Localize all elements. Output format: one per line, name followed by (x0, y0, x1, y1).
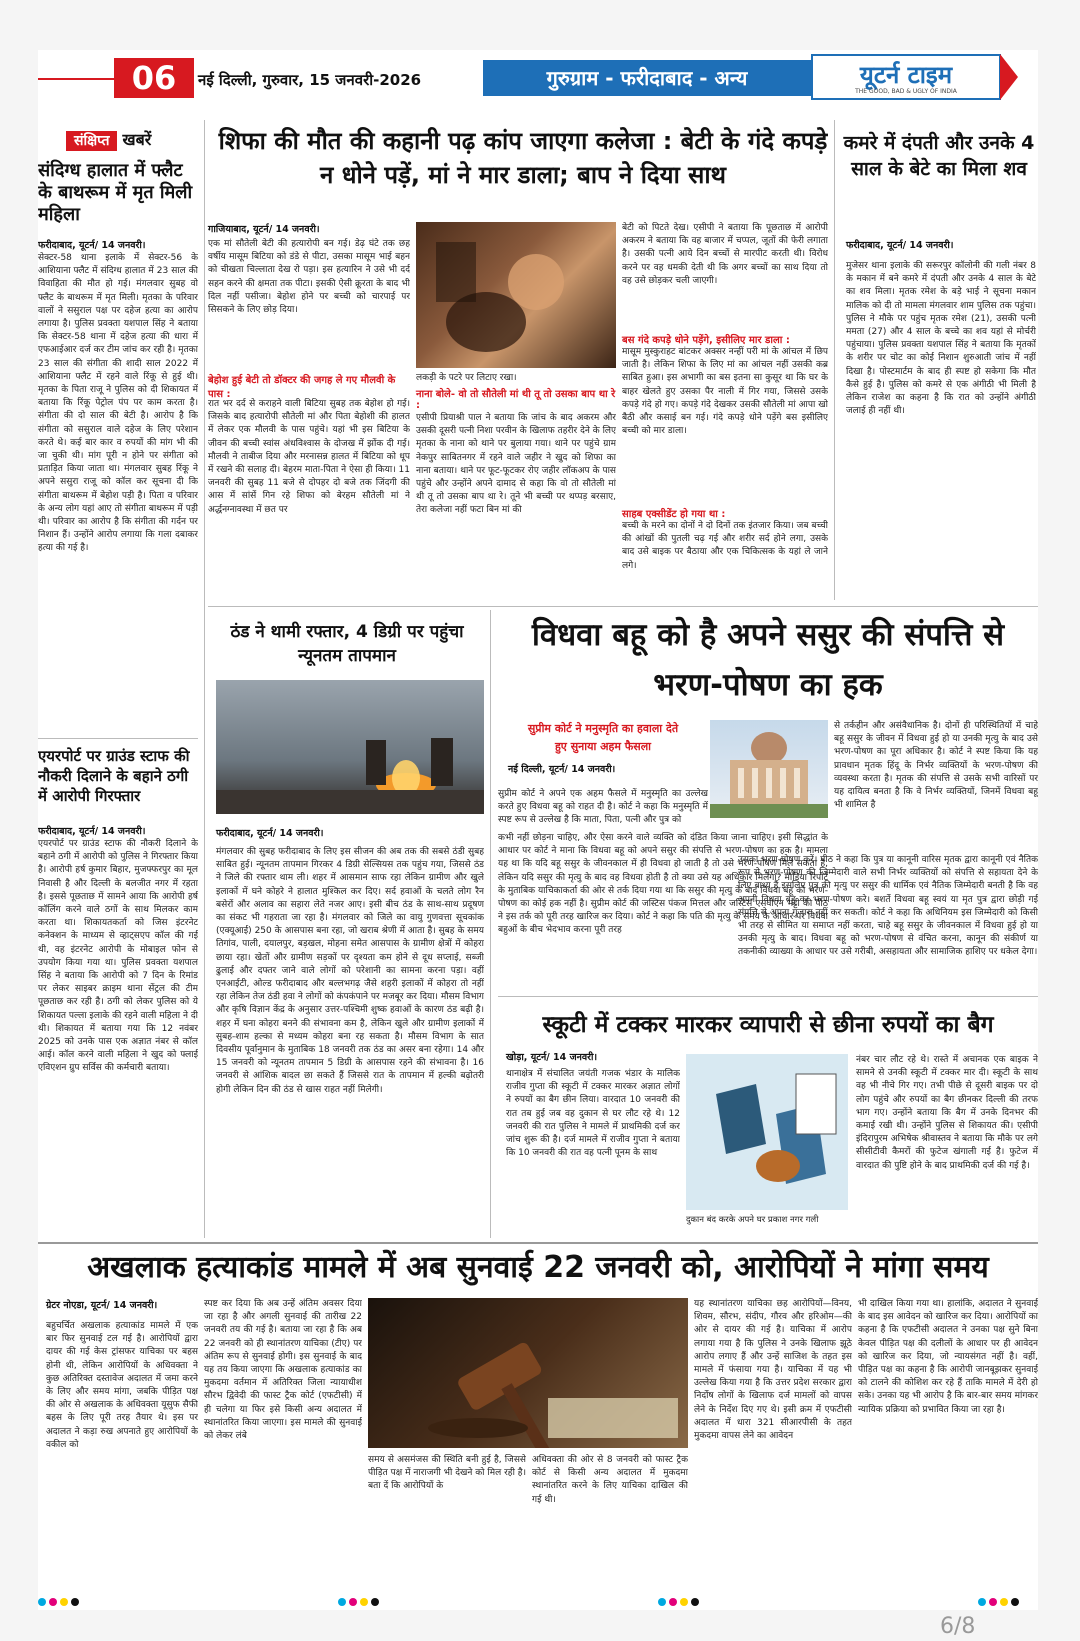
main-col3-c: बच्ची के मरने का दोनों ने दो दिनों तक इंतजार किया। जब बच्ची की आंखों की पुतली चढ़ गई और शरीर सर्द होने लगा, उसके बाद उसे बाइक पर बैठाया और एक चिकित्सक के यहां ले जाने लगे। (622, 521, 828, 571)
page-number: 06 (114, 58, 194, 98)
story7-col2: स्पष्ट कर दिया कि अब उन्हें अंतिम अवसर दिया जा रहा है और अगली सुनवाई की तारीख 22 जनवरी तय की गई है। बताया जा रहा है कि अब 22 जनवरी को ही स्थानांतरण याचिका (टीए) पर अंतिम रूप से सुनवाई होगी। इस सुनवाई के बाद यह तय किया जाएगा कि अखलाक हत्याकांड का मुकदमा वर्तमान में अतिरिक्त जिला न्यायाधीश सौरभ द्विवेदी की फास्ट ट्रैक कोर्ट (एफटीसी) में ही चलेगा या फिर इसे किसी अन्य अदालत में स्थानांतरित किया जाएगा। इस मामले की सुनवाई को लेकर लंबे (204, 1299, 362, 1442)
story4-dateline: फरीदाबाद, यूटर्न/ 14 जनवरी। (216, 828, 324, 839)
main-headline: शिफा की मौत की कहानी पढ़ कांप जाएगा कलेजा : बेटी के गंदे कपड़े न धोने पड़ें, मां ने मार डाला; बाप ने दिया साथ (218, 127, 828, 189)
story5-body-c: से तर्कहीन और असंवैधानिक है। दोनों ही परिस्थितियों में चाहे बहू ससुर के जीवन में विधवा हुई हो या उनकी मृत्यु के बाद उसे भरण-पोषण का पूरा अधिकार है। कोर्ट ने स्पष्ट किया कि यह प्रावधान मृतक हिंदू के निर्भर व्यक्तियों के भरण-पोषण की व्यवस्था करता है। मृतक की संपत्ति से उसके सभी वारिसों पर यह दायित्व बनता है कि वे निर्भर व्यक्तियों, जिनमें विधवा बहू भी शामिल है (834, 721, 1038, 811)
brief-label-red: संक्षिप्त (66, 131, 117, 151)
bonfire-fog-illustration (216, 680, 484, 814)
logo-tagline: THE GOOD, BAD & UGLY OF INDIA (855, 88, 957, 95)
story6-headline: स्कूटी में टक्कर मारकर व्यापारी से छीना रुपयों का बैग (542, 1012, 994, 1038)
story5-body-b: कभी नहीं छोड़ना चाहिए, और ऐसा करने वाले व्यक्ति को दंडित किया जाना चाहिए। इसी सिद्धांत के आधार पर कोर्ट ने माना कि विधवा बहू को अपने ससुर की संपत्ति से भरण-पोषण का हक है। मामला यह था कि यदि बहू ससुर के जीवनकाल में ही विधवा हो जाती है तो उसे भरण-पोषण मिल सकता है, लेकिन यदि ससुर की मृत्यु के बाद वह विधवा होती है तो क्या उसे यह अधिकार मिलेगा? मौडिया रिपोर्ट के मुताबिक याचिकाकर्ता की ओर से तर्क दिया गया था कि ससुर की मृत्यु के बाद विधवा बहू को भरण-पोषण का कोई हक नहीं है। सुप्रीम कोर्ट की जस्टिस पंकज मित्तल और जस्टिस एसवीएन भट्टी की पीठ ने इस तर्क को पूरी तरह खारिज कर दिया। कोर्ट ने कहा कि पति की मृत्यु के समय के आधार पर विधवा बहुओं के बीच भेदभाव करना पूरी तरह (498, 833, 828, 936)
story6-body-a: थानाक्षेत्र में संचालित जयंती गजक भंडार के मालिक राजीव गुप्ता की स्कूटी में टक्कर मारकर अज्ञात लोगों ने रुपयों का बैग छीन लिया। वारदात 10 जनवरी की रात तब हुई जब वह दुकान से घर लौट रहे थे। 12 जनवरी की रात पुलिस ने मामले में प्राथमिकी दर्ज कर जांच शुरू की है। दर्ज मामले में राजीव गुप्ता ने बताया कि 10 जनवरी की रात वह पत्नी पूनम के साथ (506, 1069, 680, 1159)
story5-subhead (498, 720, 708, 756)
story7-headline: अखलाक हत्याकांड मामले में अब सुनवाई 22 जनवरी को, आरोपियों ने मांगा समय (87, 1250, 989, 1285)
story7-col5: यह स्थानांतरण याचिका छह आरोपियों—विनय, शिवम, सौरभ, संदीप, गौरव और हरिओम—की ओर से दायर की गई है। याचिका में आरोप लगाया गया है कि पुलिस ने उनके खिलाफ झूठे आरोप लगाए हैं और उन्हें साजिश के तहत इस मामले में फंसाया गया है। याचिका में यह भी उल्लेख किया गया है कि उत्तर प्रदेश सरकार द्वारा निर्दोष लोगों के खिलाफ दर्ज मामलों को वापस लेने के निर्देश दिए गए थे। इसी क्रम में एफटीसी अदालत में धारा 321 सीआरपीसी के तहत मुकदमा वापस लेने का आवेदन (694, 1299, 852, 1442)
logo-text: यूटर्न टाइम (859, 61, 953, 89)
page-header (38, 50, 1038, 102)
date-line: नई दिल्ली, गुरुवार, 15 जनवरी-2026 (198, 71, 422, 89)
section-bar: गुरुग्राम - फरीदाबाद - अन्य (483, 60, 811, 96)
story1-body: सेक्टर-58 थाना इलाके में सेक्टर-56 के आशियाना फ्लैट में संदिग्ध हालात में 23 साल की विवाहिता की मौत हो गई। मंगलवार सुबह वो फ्लैट के बाथरूम में मृत मिली। मृतका के परिवार वालों ने ससुराल पक्ष पर दहेज हत्या का आरोप लगाया है। पुलिस प्रवक्ता यशपाल सिंह ने बताया कि सेक्टर-58 थाना में दहेज हत्या की धारा में एफआईआर दर्ज कर टीम जांच कर रही है। मृतका 23 साल की संगीता की शादी साल 2022 में आशियाना फ्लैट में रहने वाले रिंकू से हुई थी। मृतका के पिता राजू ने पुलिस को दी शिकायत में बताया कि रिंकू पेट्रोल पंप पर काम करता है। संगीता की दो साल की बेटी है। आरोप है कि संगीता को ससुराल वाले दहेज के लिए परेशान करते थे। कई बार कार व रुपयों की मांग भी की जा चुकी थी। मांग पूरी न होने पर संगीता को प्रताड़ित किया जाता था। मंगलवार सुबह रिंकू ने अपने ससुरा राजू को कॉल कर सूचना दी कि संगीता बाथरूम में बेहोश पड़ी है। पिता व परिवार के अन्य लोग यहां आए तो संगीता बाथरूम में पड़ी थी। परिवार का आरोप है कि संगीता की गर्दन पर निशान हैं। उन्होंने आरोप लगाया कि गला दबाकर हत्या की गई है। (38, 253, 198, 554)
story6-caption: दुकान बंद करके अपने घर प्रकाश नगर गली (686, 1215, 819, 1225)
story6-photo (686, 1054, 848, 1210)
brief-label-black: खबरें (122, 130, 152, 149)
header-arrow (1000, 54, 1018, 100)
main-col1-b: रात भर दर्द से कराहने वाली बिटिया सुबह तक बेहोश हो गई। जिसके बाद हत्यारोपी सौतेली मां और पिता बेहोशी की हालत में लेकर एक मौलवी के पास पहुंचे। यहां भी इस बिटिया के जीवन की बच्ची स्वांस अंधविश्वास के दोजख में झोंक दी गई। मौलवी ने ताबीज दिया और मरनासन्न हालत में बिटिया को धूप में रखने की सलाह दी। बेहरम माता-पिता ने ऐसा ही किया। 11 जनवरी की सुबह 11 बजे से दोपहर दो बजे तक जिंदगी की आस में सांसें गिन रहे शिफा को बेरहम सौतेली मां ने अर्द्धनग्नावस्था में छत पर (208, 399, 410, 515)
story5-body-d: उसका भरण-पोषण करें। पीठ ने कहा कि पुत्र या कानूनी वारिस मृतक द्वारा कानूनी एवं नैतिक रूप से भरण-पोषण की जिम्मेदारी वाले सभी निर्भर व्यक्तियों को संपत्ति से सहायता देने के लिए बाध्य हैं इसलिए पुत्र की मृत्यु पर ससुर की धार्मिक एवं नैतिक जिम्मेदारी बनती है कि वह अपनी विधवा बहू का भरण-पोषण करे। बशर्ते विधवा बहू स्वयं या मृत पुत्र द्वारा छोड़ी गई संपत्ति से अपना गुजारा नहीं कर सकती। कोर्ट ने कहा कि अधिनियम इस जिम्मेदारी को किसी भी तरह से सीमित या समाप्त नहीं करता, चाहे बहू ससुर के जीवनकाल में विधवा हुई हो या उनकी मृत्यु के बाद। विधवा बहू को भरण-पोषण से वंचित करना, कानून की संकीर्ण या तकनीकी व्याख्या के आधार पर उसे गरीबी, असहायता और सामाजिक हाशिए पर धकेल देगा। (738, 855, 1038, 958)
supreme-court-illustration (710, 720, 828, 818)
story6-dateline: खोड़ा, यूटर्न/ 14 जनवरी। (506, 1052, 598, 1063)
story4-photo (216, 680, 484, 814)
story5-photo (710, 720, 828, 818)
gavel-illustration (368, 1298, 688, 1448)
story3-body: मुजेसर थाना इलाके की सरूरपुर कॉलोनी की गली नंबर 8 के मकान में बने कमरे में दंपती और उनके 4 साल के बेटे का शव मिला। मृतक रमेश के बड़े भाई ने सूचना मकान मालिक को दी तो मामला मंगलवार शाम पुलिस तक पहुंचा। पुलिस ने मौके पर पहुंच मृतक रमेश (21), उसकी पत्नी ममता (27) और 4 साल के बच्चे का शव यहां से मोर्चरी पहुंचाया। पुलिस प्रवक्ता यशपाल सिंह ने बताया कि मृतकों के शरीर पर चोट का कोई निशान शुरुआती जांच में नहीं दिखा है। पोस्टमार्टम के बाद ही स्पष्ट हो सकेगा कि मौत कैसे हुई है। पुलिस को कमरे से एक अंगीठी भी मिली है लेकिन राजेश का कहना है कि रात को उन्होंने अंगीठी जलाई ही नहीं थी। (846, 261, 1036, 417)
main-col3-b: मासूम मुस्कुराहट बांटकर अक्सर नन्हीं परी मां के आंचल में छिप जाती है। लेकिन शिफा के लिए मां का आंचल नहीं उसकी कब्र साबित हुआ। इस अभागी का बस इतना सा कुसूर था कि घर के बाहर खेलते हुए उसका पैर नाली में गिर गया, जिससे उसके कपड़े गंदे हो गए। कपड़े गंदे देखकर उसकी सौतेली मां आपा खो बैठी और कसाई बन गई। गंदे कपड़े धोने पड़ेंगे बस इसीलिए बच्ची को मार डाला। (622, 347, 828, 437)
main-col2-sub: नाना बोले- वो तो सौतेली मां थी तू तो उसका बाप था रे : (416, 389, 616, 411)
main-dateline: गाजियाबाद, यूटर्न/ 14 जनवरी। (208, 224, 320, 235)
story4-headline: ठंड ने थामी रफ्तार, 4 डिग्री पर पहुंचा न्यूनतम तापमान (230, 622, 464, 666)
story7-col4: अधिवक्ता की ओर से 8 जनवरी को फास्ट ट्रैक कोर्ट से किसी अन्य अदालत में मुकदमा स्थानांतरित करने के लिए याचिका दाखिल की गई थी। (532, 1455, 688, 1505)
story7-col3: समय से असमंजस की स्थिति बनी हुई है, जिससे पीड़ित पक्ष में नाराजगी भी देखने को मिल रही है। बता दें कि आरोपियों के (368, 1455, 526, 1492)
story5-subhead-line2: हुए सुनाया अहम फैसला (554, 740, 652, 753)
story3-dateline: फरीदाबाद, यूटर्न/ 14 जनवरी। (846, 240, 954, 251)
story5-body-a: सुप्रीम कोर्ट ने अपने एक अहम फैसले में मनुस्मृति का उल्लेख करते हुए विधवा बहू को राहत दी है। कोर्ट ने कहा कि मनुस्मृति में स्पष्ट रूप से उल्लेख है कि माता, पिता, पत्नी और पुत्र को (498, 789, 708, 826)
main-col1-sub: बेहोश हुई बेटी तो डॉक्टर की जगह ले गए मौलवी के पास : (208, 375, 396, 400)
main-col3-a: बेटी को पिटते देख। एसीपी ने बताया कि पूछताछ में आरोपी अकरम ने बताया कि वह बाजार में चप्पल, जूतों की फेरी लगाता है। उसकी पत्नी आये दिन बच्चों से मारपीट करती थी। विरोध करने पर वह धमकी देती थी कि अगर बच्चों का साथ दिया तो वह उसे छोड़कर चली जाएगी। (622, 223, 828, 286)
story7-col6: भी दाखिल किया गया था। हालांकि, अदालत ने सुनवाई के बाद इस आवेदन को खारिज कर दिया। आरोपियों का कहना है कि एफटीसी अदालत ने उनका पक्ष सुने बिना केवल पीड़ित पक्ष की दलीलों के आधार पर ही आवेदन को खारिज कर दिया, जो न्यायसंगत नहीं है। वहीं, पीड़ित पक्ष का कहना है कि आरोपी जानबूझकर सुनवाई को टालने की कोशिश कर रहे हैं ताकि मामले में देरी हो सके। उनका यह भी आरोप है कि बार-बार समय मांगकर न्यायिक प्रक्रिया को प्रभावित किया जा रहा है। (858, 1299, 1038, 1415)
story1-dateline: फरीदाबाद, यूटर्न/ 14 जनवरी। (38, 240, 146, 251)
crying-child-illustration (416, 222, 616, 368)
story5-subhead-line1: सुप्रीम कोर्ट ने मनुस्मृति का हवाला देते (527, 722, 679, 735)
footer-dots-mid2 (658, 1594, 702, 1610)
footer-dots-right (978, 1594, 1022, 1610)
story2-headline: एयरपोर्ट पर ग्राउंड स्टाफ की नौकरी दिलाने के बहाने ठगी में आरोपी गिरफ्तार (38, 747, 190, 805)
story3-headline: कमरे में दंपती और उनके 4 साल के बेटे का मिला शव (843, 132, 1035, 180)
story5-headline: विधवा बहू को है अपने ससुर की संपत्ति से भरण-पोषण का हक (531, 617, 1005, 703)
story5-dateline: नई दिल्ली, यूटर्न/ 14 जनवरी। (508, 764, 616, 775)
story1-headline: संदिग्ध हालात में फ्लैट के बाथरूम में मृत मिली महिला (38, 160, 193, 225)
masthead-logo (811, 54, 1001, 100)
brief-label (66, 128, 198, 150)
main-col2-a: लकड़ी के पटरे पर लिटाए रखा। (416, 373, 517, 383)
story7-col1: बहुचर्चित अखलाक हत्याकांड मामले में एक बार फिर सुनवाई टल गई है। आरोपियों द्वारा दायर की गई केस ट्रांसफर याचिका पर बहस होनी थी, लेकिन आरोपियों के अधिवक्ता ने कुछ अतिरिक्त दस्तावेज अदालत में जमा करने के लिए और समय मांगा, जबकि पीड़ित पक्ष की ओर से अखलाक के अधिवक्ता यूसुफ सैफी बहस के लिए पूरी तरह तैयार थे। इस पर अदालत ने कड़ा रुख अपनाते हुए आरोपियों के वकील को (46, 1321, 198, 1450)
footer-dots-left (38, 1594, 82, 1610)
story7-dateline: ग्रेटर नोएडा, यूटर्न/ 14 जनवरी। (46, 1300, 158, 1311)
story2-dateline: फरीदाबाद, यूटर्न/ 14 जनवरी। (38, 826, 146, 837)
main-col3-sub2: साहब एक्सीडेंट हो गया था : (622, 509, 726, 520)
main-photo (416, 222, 616, 368)
main-col1-a: एक मां सौतेली बेटी की हत्यारोपी बन गई। डेढ़ घंटे तक छह वर्षीय मासूम बिटिया को डंडे से पीटा, उसका मासूम भाई बहन को चीखता चिल्लाता देख रो पड़ा। इस हत्यारिन ने उसे भी दर्द सहन करने की क्षमता तक पीटा। इसकी ऐसी क्रूरता के बाद भी दिल नहीं पसीजा। बेहोश होने पर बच्ची को चारपाई पर सिसकने के लिए छोड़ दिया। (208, 239, 410, 316)
story7-photo (368, 1298, 688, 1448)
bag-snatching-illustration (686, 1054, 848, 1210)
main-col3-sub: बस गंदे कपड़े धोने पड़ेंगे, इसीलिए मार डाला : (622, 335, 790, 346)
page-counter: 6/8 (940, 1614, 976, 1639)
main-col2-b: एसीपी प्रियाश्री पाल ने बताया कि जांच के बाद अकरम और उसकी दूसरी पत्नी निशा परवीन के खिलाफ तहरीर देने के लिए मृतका के नाना को थाने पर बुलाया गया। थाने पर पहुंचे ग्राम नेकपुर साबितनगर में रहने वाले जहीर ने खुद को शिफा का नाना बताया। थाने पर फूट-फूटकर रोए जहीर लॉकअप के पास पहुंचे और उन्होंने अपने दामाद से कहा कि वो तो सौतेली मां थी तू तो उसका बाप था रे। तूने भी बच्ची पर थप्पड़ बरसाए, तेरा कलेजा नहीं फटा बिन मां की (416, 413, 616, 516)
story2-body: एयरपोर्ट पर ग्राउंड स्टाफ की नौकरी दिलाने के बहाने ठगी में आरोपी को पुलिस ने गिरफ्तार किया है। आरोपी हर्ष कुमार बिहार, मुजफ्फरपुर का मूल निवासी है और दिल्ली के बलजीत नगर में रहता है। इससे पूछताछ में सामने आया कि आरोपी हर्ष कॉलिंग करने वाले ठगों के साथ मिलकर काम करता था। शिकायतकर्ता को जिस इंटरनेट कनेक्शन के माध्यम से व्हाट्सएप कॉल की गई थी, वह इंटरनेट आरोपी के मोबाइल फोन से उपयोग किया गया था। पुलिस प्रवक्ता यशपाल सिंह ने बताया कि आरोपी को 7 दिन के रिमांड पर लेकर साइबर क्राइम थाना सेंट्रल की टीम पूछताछ कर रही है। ठगी को लेकर पुलिस को ये शिकायत पल्ला इलाके की रहने वाली महिला ने दी थी। शिकायत में बताया गया कि 12 नवंबर 2025 को उनके पास एक अज्ञात नंबर से कॉल आई। कॉल करने वाली महिला ने खुद को फ्लाई एविएशन ग्रुप सर्विस की कर्मचारी बताया। (38, 839, 198, 1074)
newspaper-page (38, 50, 1038, 1610)
footer-dots-mid (338, 1594, 382, 1610)
story4-body: मंगलवार की सुबह फरीदाबाद के लिए इस सीजन की अब तक की सबसे ठंडी सुबह साबित हुई। न्यूनतम तापमान गिरकर 4 डिग्री सेल्सियस तक पहुंच गया, जिससे ठंड ने जिले की रफ्तार थाम ली। शहर में आसमान साफ रहा लेकिन ग्रामीण और खुले इलाकों में घने कोहरे ने हालात मुश्किल कर दिए। सर्द हवाओं के चलते लोग रैन बसेरों और अलाव का सहारा लेते नजर आए। इसी बीच ठंड के साथ-साथ प्रदूषण का संकट भी गहराता जा रहा है। मंगलवार को जिले का वायु गुणवत्ता सूचकांक (एक्यूआई) 250 के आसपास बना रहा, जो खराब श्रेणी में आता है। सुबह के समय तिगांव, पाली, दयालपुर, बड़खल, मोहना समेत आसपास के ग्रामीण क्षेत्रों में कोहरा छाया रहा। खेतों और ग्रामीण सड़कों पर दृश्यता कम होने से दूध सप्लाई, सब्जी ढुलाई और दफ्तर जाने वाले लोगों को परेशानी का सामना करना पड़ा। वहीं एनआईटी, ओल्ड फरीदाबाद और बल्लभगढ़ जैसे शहरी इलाकों में कोहरा तो नहीं रहा लेकिन तेज ठंडी हवा ने लोगों को कंपकंपाने पर मजबूर कर दिया। मौसम विभाग और कृषि विज्ञान केंद्र के अनुसार उत्तर-पश्चिमी शुष्क हवाओं के कारण ठंड बढ़ी है। शहर में घना कोहरा बनने की संभावना कम है, लेकिन खुले और ग्रामीण इलाकों में सुबह-शाम हल्का से मध्यम कोहरा बना रह सकता है। मौसम विभाग के सात दिवसीय पूर्वानुमान के मुताबिक 18 जनवरी तक ठंड का असर बना रहेगा। 14 और 15 जनवरी को न्यूनतम तापमान 5 डिग्री के आसपास रहने की संभावना है। 16 जनवरी से आंशिक बादल छा सकते हैं जिससे रात के तापमान में हल्की बढ़ोतरी होगी लेकिन दिन की ठंड से खास राहत नहीं मिलेगी। (216, 847, 484, 1095)
story6-body-b: नंबर चार लौट रहे थे। रास्ते में अचानक एक बाइक ने सामने से उनकी स्कूटी में टक्कर मार दी। स्कूटी के साथ वह भी नीचे गिर गए। तभी पीछे से दूसरी बाइक पर दो लोग पहुंचे और रुपयों का बैग छीनकर दिल्ली की तरफ भाग गए। उन्होंने बताया कि बैग में उनके दिनभर की कमाई रखी थी। उन्होंने पुलिस से शिकायत की। एसीपी इंदिरापुरम अभिषेक श्रीवास्तव ने बताया कि मौके पर लगे सीसीटीवी कैमरों की फुटेज खंगाली गई है। फुटेज में वारदात की पुष्टि होने के बाद प्राथमिकी दर्ज की गई है। (856, 1055, 1038, 1171)
